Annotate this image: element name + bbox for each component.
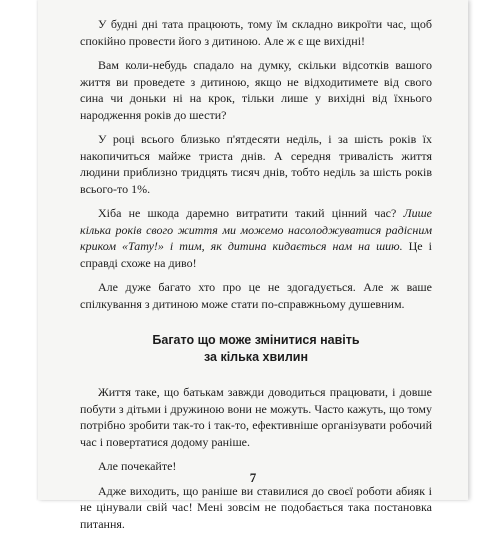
paragraph-precious-time <box>80 205 432 271</box>
paragraph-percentage-question: Вам коли-небудь спадало на думку, скільки відсотків вашого життя ви проведете з дитиною, якщо не відходитимете від свого сина чи доньки ні на крок, тільки лише у вихідні від їхнього народження років до шести? <box>80 58 432 122</box>
section-heading <box>80 332 432 366</box>
paragraph-weekends: У будні дні тата працюють, тому їм складно викроїти час, щоб спокійно провести його з дитиною. Але ж є ще вихідні! <box>80 17 432 48</box>
paragraph-sundays-math: У році всього близько п'ятдесяти неділь, і за шість років їх накопичиться майже триста днів. А середня тривалість життя людини приблизно тридцять тисяч днів, тобто неділь за шість років всього-то 1%. <box>80 132 432 196</box>
page-number: 7 <box>249 470 257 485</box>
paragraph-time-value: Адже виходить, що раніше ви ставилися до своєї роботи абияк і не цінували свій час! Мені зовсім не подобається така постановка питання. <box>80 483 432 531</box>
page-content <box>80 16 432 540</box>
paragraph-precious-time-lead: Хіба не шкода даремно витратити такий цінний час? <box>98 206 397 220</box>
section-heading-line-1: Багато що може змінитися навіть <box>152 333 360 347</box>
paragraph-wait: Але почекайте! <box>98 459 177 473</box>
paragraph-parents-work: Життя таке, що батькам завжди доводиться працювати, і довше побути з дітьми і дружиною вони не можуть. Часто кажуть, що тому потрібно зробити так-то і так-то, ефективніше організувати робочий час і повертатися додому раніше. <box>80 385 432 449</box>
paragraph-precious-time-italic: Лише кілька років свого життя ми можемо насолоджуватися радісним криком «Тату!» і тим, як дитина кидається нам на шию. <box>80 206 432 253</box>
paragraph-precious-time-tail: Це і справді схоже на диво! <box>80 239 432 270</box>
section-heading-line-2: за кілька хвилин <box>203 350 308 364</box>
paragraph-soulful-communication: Але дуже багато хто про це не здогадується. Але ж ваше спілкування з дитиною може стати по-справжньому душевним. <box>80 280 432 311</box>
book-page <box>38 0 468 531</box>
